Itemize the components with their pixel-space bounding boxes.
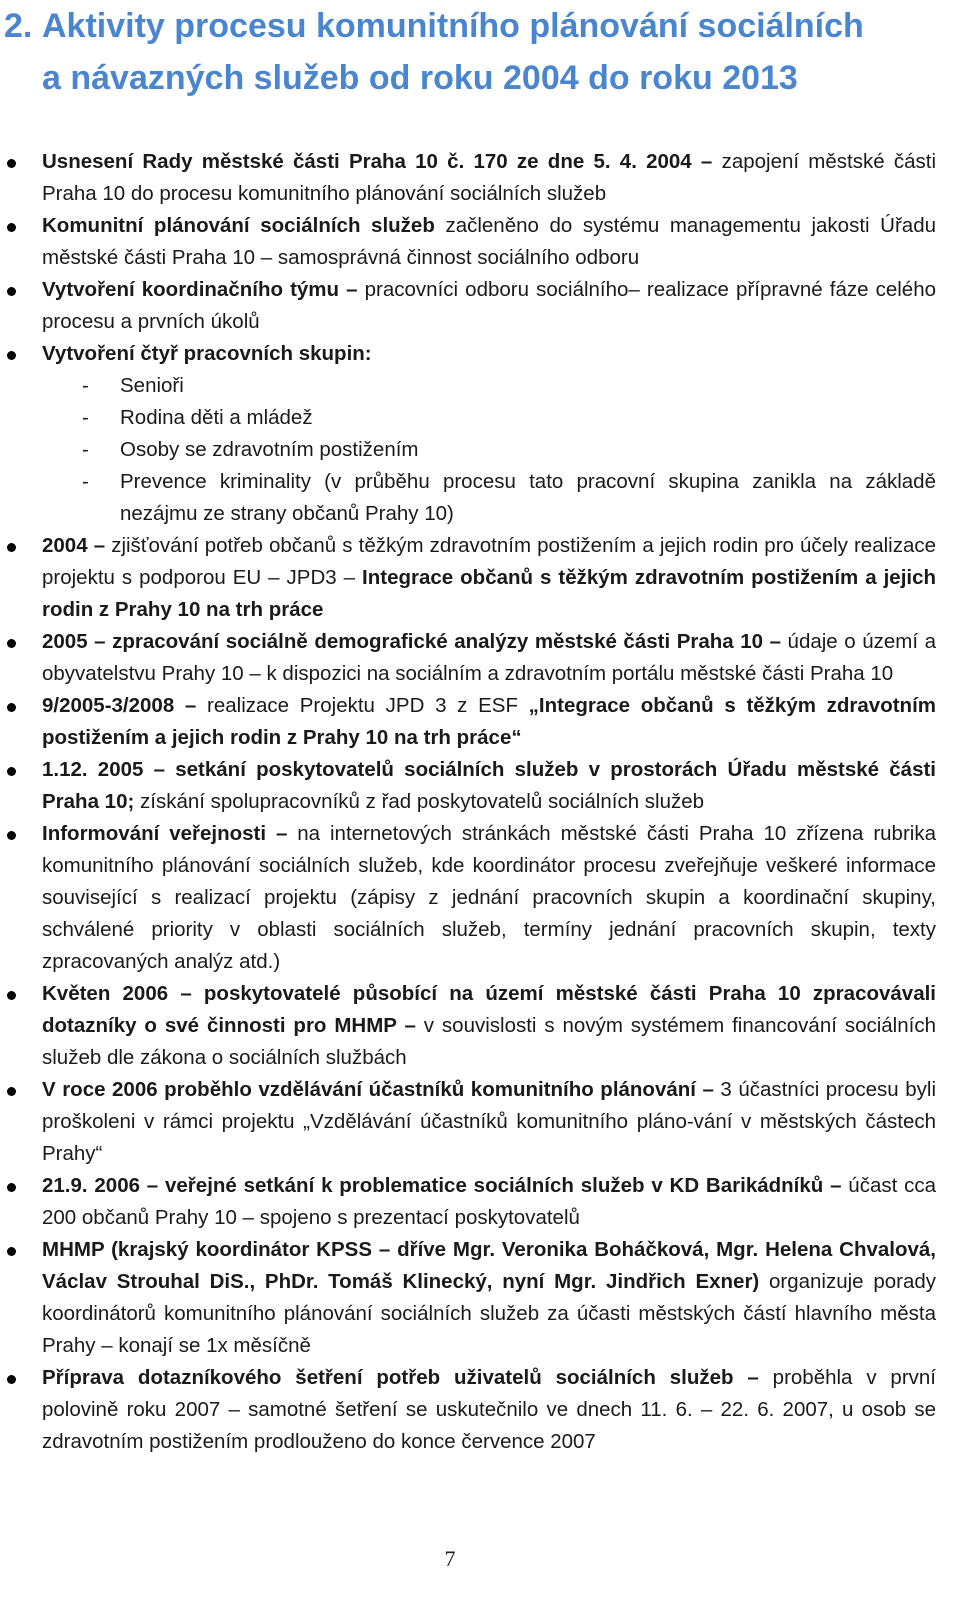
bullet-icon (7, 1375, 16, 1384)
list-item: V roce 2006 proběhlo vzdělávání účastníků komunitního plánování – 3 účastníci procesu byli proškoleni v rámci projektu „Vzdělávání účastníků komunitního pláno-vání v městských částech Prahy“ (0, 1074, 960, 1170)
bullet-icon (7, 991, 16, 1000)
bullet-icon (7, 159, 16, 168)
bullet-icon (7, 1087, 16, 1096)
list-item: Komunitní plánování sociálních služeb začleněno do systému managementu jakosti Úřadu městské části Praha 10 – samosprávná činnost sociálního odboru (0, 210, 960, 274)
list-item: 2005 – zpracování sociálně demografické analýzy městské části Praha 10 – údaje o území a obyvatelstvu Prahy 10 – k dispozici na sociálním a zdravotním portálu městské části Praha 10 (0, 626, 960, 690)
list-item: Vytvoření čtyř pracovních skupin: - Senioři - Rodina děti a mládež - Osoby se zdravotním postižením - Prevence kriminality (v průběhu procesu tato pracovní skupina zanikla na základě nezájmu ze strany občanů Prahy 10) (0, 338, 960, 530)
sub-list-item: - Rodina děti a mládež (82, 406, 313, 429)
bullet-icon (7, 1183, 16, 1192)
list-item: 9/2005-3/2008 – realizace Projektu JPD 3 z ESF „Integrace občanů s těžkým zdravotním postižením a jejich rodin z Prahy 10 na trh práce“ (0, 690, 960, 754)
heading-number: 2. (4, 7, 33, 45)
sub-list-item: - Prevence kriminality (v průběhu procesu tato pracovní skupina zanikla na základě nezájmu ze strany občanů Prahy 10) (82, 470, 936, 525)
heading-line-2: a návazných služeb od roku 2004 do roku 2013 (42, 59, 798, 97)
bullet-icon (7, 639, 16, 648)
list-item: MHMP (krajský koordinátor KPSS – dříve Mgr. Veronika Boháčková, Mgr. Helena Chvalová, Václav Strouhal DiS., PhDr. Tomáš Klinecký, nyní Mgr. Jindřich Exner) organizuje porady koordinátorů komunitního plánování sociálních služeb za účasti městských částí hlavního města Prahy – konají se 1x měsíčně (0, 1234, 960, 1362)
heading-line-1: Aktivity procesu komunitního plánování sociálních (42, 7, 864, 45)
bullet-icon (7, 351, 16, 360)
sub-list-item: - Osoby se zdravotním postižením (82, 438, 419, 461)
sub-list-item: - Senioři (82, 374, 184, 397)
bullet-icon (7, 223, 16, 232)
activity-list (0, 146, 960, 1458)
list-item: Usnesení Rady městské části Praha 10 č. 170 ze dne 5. 4. 2004 – zapojení městské části Praha 10 do procesu komunitního plánování sociálních služeb (0, 146, 960, 210)
bullet-icon (7, 703, 16, 712)
page-number: 7 (444, 1546, 456, 1571)
list-item: Příprava dotazníkového šetření potřeb uživatelů sociálních služeb – proběhla v první polovině roku 2007 – samotné šetření se uskutečnilo ve dnech 11. 6. – 22. 6. 2007, u osob se zdravotním postižením prodlouženo do konce července 2007 (0, 1362, 960, 1458)
bullet-icon (7, 543, 16, 552)
bullet-icon (7, 767, 16, 776)
bullet-icon (7, 1247, 16, 1256)
bullet-icon (7, 287, 16, 296)
list-item: Květen 2006 – poskytovatelé působící na území městské části Praha 10 zpracovávali dotazníky o své činnosti pro MHMP – v souvislosti s novým systémem financování sociálních služeb dle zákona o sociálních službách (0, 978, 960, 1074)
list-item: 1.12. 2005 – setkání poskytovatelů sociálních služeb v prostorách Úřadu městské části Praha 10; získání spolupracovníků z řad poskytovatelů sociálních služeb (0, 754, 960, 818)
working-groups-list (42, 370, 936, 530)
section-heading (4, 0, 944, 104)
list-item: Vytvoření koordinačního týmu – pracovníci odboru sociálního– realizace přípravné fáze celého procesu a prvních úkolů (0, 274, 960, 338)
list-item: 21.9. 2006 – veřejné setkání k problematice sociálních služeb v KD Barikádníků – účast cca 200 občanů Prahy 10 – spojeno s prezentací poskytovatelů (0, 1170, 960, 1234)
bullet-icon (7, 831, 16, 840)
list-item: Informování veřejnosti – na internetových stránkách městské části Praha 10 zřízena rubrika komunitního plánování sociálních služeb, kde koordinátor procesu zveřejňuje veškeré informace související s realizací projektu (zápisy z jednání pracovních skupin a koordinační skupiny, schválené priority v oblasti sociálních služeb, termíny jednání pracovních skupin, texty zpracovaných analýz atd.) (0, 818, 960, 978)
list-item: 2004 – zjišťování potřeb občanů s těžkým zdravotním postižením a jejich rodin pro účely realizace projektu s podporou EU – JPD3 – Integrace občanů s těžkým zdravotním postižením a jejich rodin z Prahy 10 na trh práce (0, 530, 960, 626)
